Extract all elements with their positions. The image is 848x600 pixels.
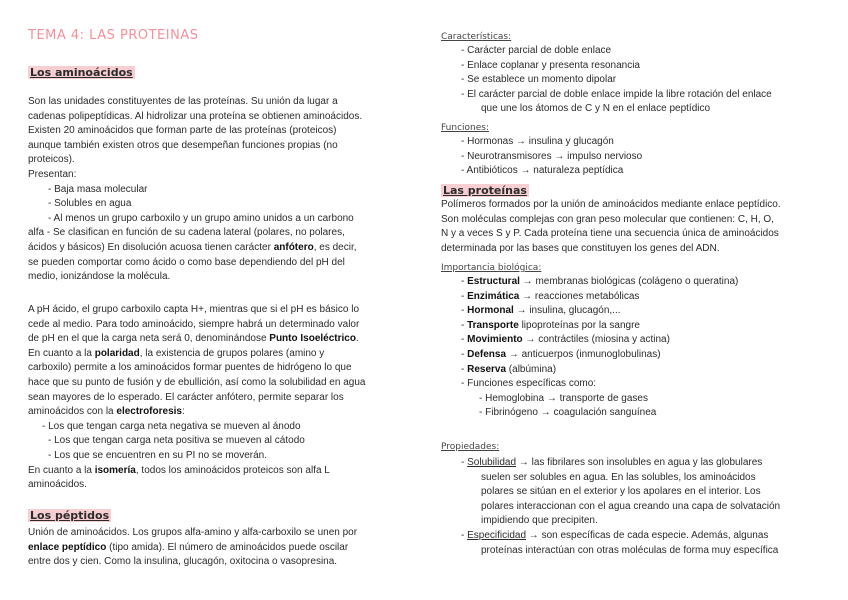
- list-item: - Hormonas → insulina y glucagón: [461, 136, 614, 147]
- text-line: enlace peptídico (tipo amida). El número de aminoácidos puede oscilar: [28, 541, 349, 553]
- text-line: entre dos y cien. Como la insulina, glucagón, oxitocina o vasopresina.: [28, 556, 338, 568]
- text-line: determinada por las bases que constituyen los genes del ADN.: [441, 242, 720, 254]
- list-item: - Carácter parcial de doble enlace: [461, 45, 612, 56]
- text-line: En cuanto a la isomería, todos los aminoácidos proteicos son alfa L: [28, 464, 330, 476]
- list-item: - Funciones específicas como:: [461, 378, 597, 390]
- list-item: - Baja masa molecular: [48, 183, 148, 195]
- heading-proteinas: Las proteínas: [443, 184, 527, 197]
- list-item-continuation: suelen ser solubles en agua. En las solubles, los aminoácidos: [481, 471, 756, 483]
- term-punto-isoelectrico: Punto Isoeléctrico: [269, 333, 356, 345]
- text-line: medio, ionizándose la molécula.: [28, 271, 171, 283]
- text-line: Unión de aminoácidos. Los grupos alfa-amino y alfa-carboxilo se unen por: [28, 527, 358, 538]
- text-line: proteicos).: [28, 154, 75, 166]
- subheading-importancia: Importancia biológica:: [441, 263, 542, 273]
- list-item: - Enlace coplanar y presenta resonancia: [461, 59, 640, 71]
- list-item: - Estructural → membranas biológicas (colágeno o queratina): [461, 276, 739, 287]
- peptidos-text: [28, 526, 357, 570]
- list-item-continuation: que une los átomos de C y N en el enlace peptídico: [481, 103, 711, 115]
- text-line: hace que su punto de fusión y de ebullición, así como la solubilidad en agua: [28, 376, 366, 388]
- aminoacidos-ph: [28, 303, 365, 493]
- term-especificidad: Especificidad: [467, 529, 527, 541]
- text-line: carboxilo) permite a los aminoácidos formar puentes de hidrógeno lo que: [28, 362, 352, 374]
- aminoacidos-intro: [28, 95, 362, 285]
- text-line: Existen 20 aminoácidos que forman parte de las proteínas (proteicos): [28, 125, 337, 137]
- caracteristicas-list: [441, 44, 772, 117]
- text-line: Presentan:: [28, 168, 77, 180]
- list-item-continuation: polares se sitúan en el exterior y los apolares en el interior. Los: [481, 486, 761, 498]
- subheading-propiedades: Propiedades:: [441, 442, 500, 452]
- text-line: En cuanto a la polaridad, la existencia de grupos polares (amino y: [28, 347, 325, 359]
- text-line: aminoácidos con la electroforesis:: [28, 406, 185, 418]
- text-line: alfa - Se clasifican en función de su cadena lateral (polares, no polares,: [28, 227, 345, 239]
- list-item: - Reserva (albúmina): [461, 363, 557, 375]
- list-item: - Antibióticos → naturaleza peptídica: [461, 165, 624, 177]
- list-item: - Hemoglobina → transporte de gases: [479, 392, 648, 404]
- list-item-continuation: impidiendo que precipiten.: [481, 515, 598, 527]
- list-item: - Neurotransmisores → impulso nervioso: [461, 150, 643, 162]
- list-item: - Transporte lipoproteínas por la sangre: [461, 319, 640, 331]
- subheading-funciones: Funciones:: [441, 123, 490, 133]
- list-item: - Al menos un grupo carboxilo y un grupo amino unidos a un carbono: [48, 212, 354, 224]
- page-title: TEMA 4: LAS PROTEINAS: [28, 28, 199, 43]
- term-electroforesis: electroforesis: [116, 406, 182, 418]
- text-line: sean mayores de lo esperado. El carácter anfótero, permite separar los: [28, 391, 344, 403]
- text-line: A pH ácido, el grupo carboxilo capta H+, mientras que si el pH es básico lo: [28, 304, 360, 315]
- proteinas-text: [441, 198, 781, 256]
- text-line: ácidos y básicos) En disolución acuosa tienen carácter anfótero, es decir,: [28, 241, 357, 253]
- term-isomeria: isomería: [94, 464, 136, 476]
- text-line: aminoácidos.: [28, 479, 87, 491]
- list-item: - Los que tengan carga neta positiva se mueven al cátodo: [48, 435, 305, 447]
- list-item: - Solubilidad → las fibrilares son insolubles en agua y las globulares: [461, 457, 763, 468]
- text-line: Son las unidades constituyentes de las proteínas. Su unión da lugar a: [28, 96, 338, 107]
- text-line: Son moléculas complejas con gran peso molecular que contienen: C, H, O,: [441, 213, 774, 225]
- text-line: se pueden comportar como ácido o como base dependiendo del pH del: [28, 256, 345, 268]
- subheading-caracteristicas: Características:: [441, 32, 512, 42]
- list-item: - Solubles en agua: [48, 198, 132, 210]
- list-item: - Movimiento → contráctiles (miosina y actina): [461, 334, 670, 346]
- text-line: cadenas polipeptídicas. Al hidrolizar una proteína se obtienen aminoácidos.: [28, 110, 363, 122]
- term-anfotero: anfótero: [273, 241, 314, 253]
- text-line: aunque también existen otros que desempeñan funciones propias (no: [28, 139, 338, 151]
- list-item: - Hormonal → insulina, glucagón,...: [461, 305, 621, 317]
- list-item-continuation: proteínas interactúan con otras moléculas de forma muy específica: [481, 544, 779, 556]
- list-item: - Fibrinógeno → coagulación sanguínea: [479, 407, 657, 419]
- list-item: - Enzimática → reacciones metabólicas: [461, 290, 640, 302]
- list-item: - Los que se encuentren en su PI no se moverán.: [48, 449, 268, 461]
- importancia-list: [441, 275, 738, 421]
- list-item: - Los que tengan carga neta negativa se mueven al ánodo: [42, 420, 301, 432]
- text-line: de pH en el que la carga neta será 0, denominándose Punto Isoeléctrico.: [28, 333, 359, 345]
- heading-aminoacidos: Los aminoácidos: [30, 66, 133, 79]
- text-line: N y a veces S y P. Cada proteína tiene una secuencia única de aminoácidos: [441, 228, 779, 240]
- text-line: cede al medio. Para todo aminoácido, siempre habrá un determinado valor: [28, 318, 360, 330]
- funciones-list: [441, 135, 642, 179]
- term-enlace-peptidico: enlace peptídico: [28, 541, 107, 553]
- list-item: - Especificidad → son específicas de cada especie. Además, algunas: [461, 529, 769, 541]
- heading-peptidos: Los péptidos: [30, 509, 110, 522]
- list-item: - Se establece un momento dipolar: [461, 74, 617, 86]
- propiedades-list: [441, 456, 780, 558]
- list-item: - Defensa → anticuerpos (inmunoglobulinas): [461, 348, 661, 360]
- term-polaridad: polaridad: [94, 347, 140, 359]
- list-item-continuation: polares interaccionan con el agua creando una capa de solvatación: [481, 500, 781, 512]
- text-line: Polímeros formados por la unión de aminoácidos mediante enlace peptídico.: [441, 199, 781, 210]
- term-solubilidad: Solubilidad: [467, 457, 517, 468]
- list-item: - El carácter parcial de doble enlace impide la libre rotación del enlace: [461, 88, 772, 100]
